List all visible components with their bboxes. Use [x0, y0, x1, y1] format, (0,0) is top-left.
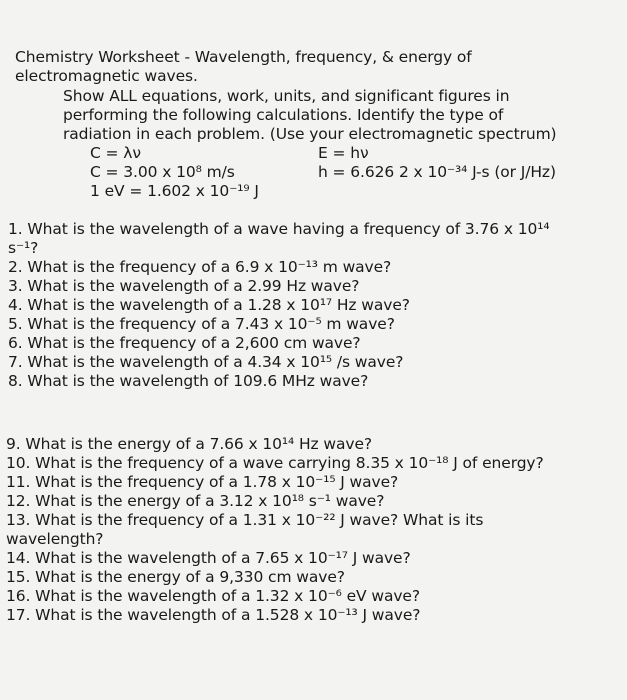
formula-planck-constant: h = 6.626 2 x 10⁻³⁴ J-s (or J/Hz): [318, 163, 556, 181]
question-14: 14. What is the wavelength of a 7.65 x 10⁻¹⁷ J wave?: [6, 549, 411, 567]
question-1-continued: s⁻¹?: [8, 239, 39, 257]
question-17: 17. What is the wavelength of a 1.528 x 10⁻¹³ J wave?: [6, 606, 421, 624]
instruction-line: radiation in each problem. (Use your electromagnetic spectrum): [63, 125, 557, 143]
question-12: 12. What is the energy of a 3.12 x 10¹⁸ s⁻¹ wave?: [6, 492, 385, 510]
question-15: 15. What is the energy of a 9,330 cm wave?: [6, 568, 345, 586]
worksheet-title-line2: electromagnetic waves.: [15, 67, 198, 85]
formula-electron-volt: 1 eV = 1.602 x 10⁻¹⁹ J: [90, 182, 259, 200]
question-8: 8. What is the wavelength of 109.6 MHz wave?: [8, 372, 369, 390]
question-16: 16. What is the wavelength of a 1.32 x 10⁻⁶ eV wave?: [6, 587, 420, 605]
question-3: 3. What is the wavelength of a 2.99 Hz wave?: [8, 277, 360, 295]
formula-speed-of-light: C = 3.00 x 10⁸ m/s: [90, 163, 235, 181]
question-11: 11. What is the frequency of a 1.78 x 10⁻¹⁵ J wave?: [6, 473, 399, 491]
worksheet-title-line1: Chemistry Worksheet - Wavelength, frequency, & energy of: [15, 48, 472, 66]
instruction-line: performing the following calculations. Identify the type of: [63, 106, 504, 124]
question-1: 1. What is the wavelength of a wave having a frequency of 3.76 x 10¹⁴: [8, 220, 550, 238]
question-2: 2. What is the frequency of a 6.9 x 10⁻¹³ m wave?: [8, 258, 392, 276]
question-7: 7. What is the wavelength of a 4.34 x 10¹⁵ /s wave?: [8, 353, 404, 371]
question-10: 10. What is the frequency of a wave carrying 8.35 x 10⁻¹⁸ J of energy?: [6, 454, 544, 472]
formula-energy-equation: E = hν: [318, 144, 369, 162]
question-13-continued: wavelength?: [6, 530, 104, 548]
question-9: 9. What is the energy of a 7.66 x 10¹⁴ Hz wave?: [6, 435, 373, 453]
question-5: 5. What is the frequency of a 7.43 x 10⁻⁵ m wave?: [8, 315, 395, 333]
question-6: 6. What is the frequency of a 2,600 cm wave?: [8, 334, 361, 352]
question-13: 13. What is the frequency of a 1.31 x 10⁻²² J wave? What is its: [6, 511, 484, 529]
instruction-line: Show ALL equations, work, units, and significant figures in: [63, 87, 510, 105]
formula-wave-equation: C = λν: [90, 144, 141, 162]
question-4: 4. What is the wavelength of a 1.28 x 10¹⁷ Hz wave?: [8, 296, 410, 314]
